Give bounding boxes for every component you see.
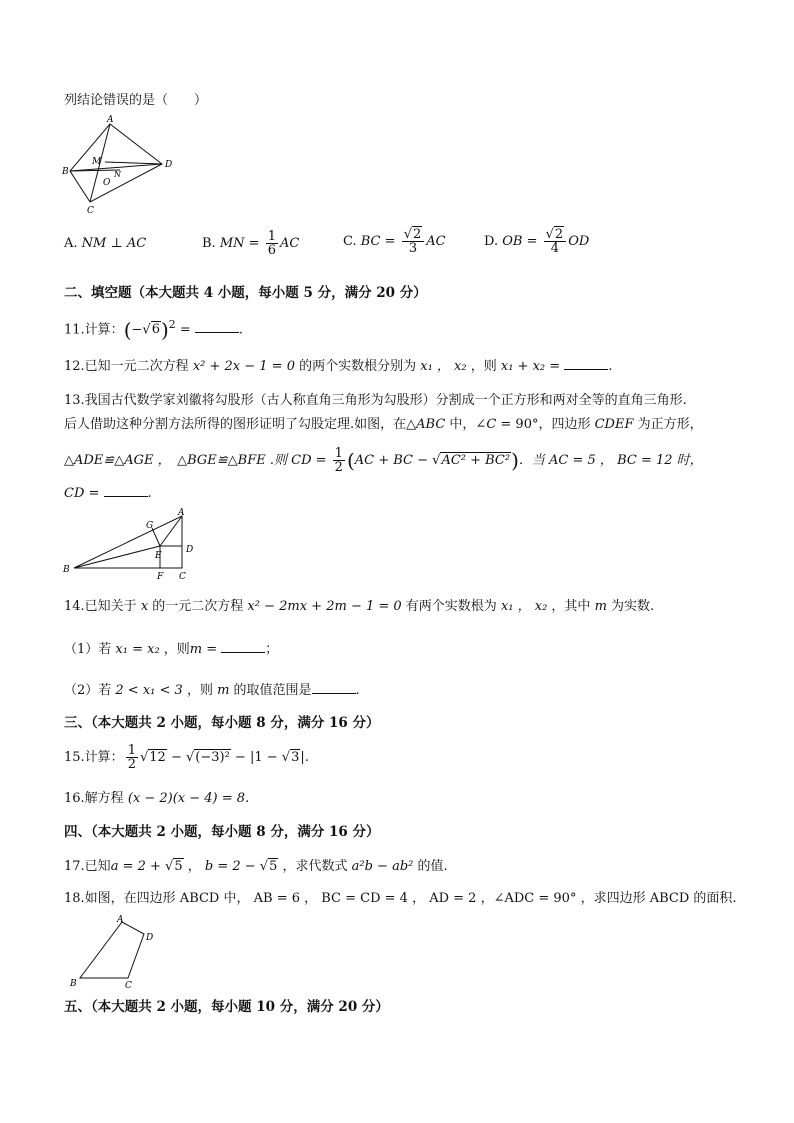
label-e: E [155,551,162,561]
label-b: B [70,979,77,989]
question-12: 12.已知一元二次方程 x² + 2x − 1 = 0 的两个实数根分别为 x₁ ， x₂ ，则 x₁ + x₂ = . [64,359,613,374]
label-c: C [87,206,94,216]
diagram-quadrilateral-abcd [60,114,180,218]
label-d: D [146,933,154,943]
answer-blank-12[interactable] [564,357,608,370]
section-3-title: 三、（本大题共 2 小题，每小题 8 分，满分 16 分） [64,715,380,731]
answer-blank-14-2[interactable] [312,681,356,694]
question-14-part-2: （2）若 2 < x₁ < 3 ，则 m 的取值范围是 . [64,683,360,698]
option-c: C. BC = $\frac{√2}{3}$ AC [343,227,446,256]
question-11: 11.计算：$(-√6)^2$ = . [64,317,243,342]
label-o: O [103,178,111,188]
label-f: F [157,572,164,582]
label-a: A [107,115,114,125]
label-a: A [178,508,185,518]
section-4-title: 四、（本大题共 2 小题，每小题 8 分，满分 16 分） [64,824,380,840]
option-a: A. NM ⊥ AC [64,236,147,251]
question-15: 15.计算： $\frac{1}{2}$ √12 − √(−3)² − |1 − √3|. [64,743,309,772]
question-10-stem: 列结论错误的是（ ） [64,93,208,108]
option-b: B. MN = $\frac{1}{6}$ AC [202,229,300,258]
diagram-quadrilateral-abcd-2 [66,912,166,990]
label-c: C [125,981,132,990]
answer-blank-11[interactable] [195,320,239,333]
section-5-title: 五、（本大题共 2 小题，每小题 10 分，满分 20 分） [64,999,389,1015]
answer-blank-13[interactable] [104,484,148,497]
question-13-line-4: CD = . [64,486,152,501]
section-2-title: 二、填空题（本大题共 4 小题，每小题 5 分，满分 20 分） [64,285,427,301]
question-13-line-2: 后人借助这种分割方法所得的图形证明了勾股定理.如图，在△ABC 中，∠C = 90°，四边形 CDEF 为正方形， [64,417,703,432]
question-14-stem: 14.已知关于 x 的一元二次方程 x² − 2mx + 2m − 1 = 0 有两个实数根为 x₁ ， x₂ ，其中 m 为实数. [64,599,655,614]
label-g: G [146,521,154,531]
label-m: M [92,157,102,167]
question-13-line-1: 13.我国古代数学家刘徽将勾股形（古人称直角三角形为勾股形）分割成一个正方形和两对全等的直角三角形. [64,393,687,408]
diagram-right-triangle-abc [60,506,200,582]
question-13-line-3: △ADE≌△AGE ， △BGE≌△BFE .则 CD = $\frac{1}{2}$ (AC + BC − √AC² + BC²)．当 AC = 5 ， BC = 12 时， [64,446,703,475]
question-17: 17.已知a = 2 + √5 ， b = 2 − √5 ，求代数式 a²b − ab² 的值. [64,859,448,874]
answer-blank-14-1[interactable] [221,640,265,653]
question-18: 18.如图，在四边形 ABCD 中， AB = 6 ， BC = CD = 4 ， AD = 2 ，∠ADC = 90° ，求四边形 ABCD 的面积. [64,891,737,906]
label-d: D [165,160,173,170]
label-b: B [63,565,70,575]
label-a: A [117,915,124,925]
question-16: 16.解方程 (x − 2)(x − 4) = 8. [64,791,250,806]
label-n: N [114,170,121,179]
label-c: C [179,572,186,582]
label-d: D [186,545,194,555]
option-d: D. OB = $\frac{√2}{4}$ OD [484,227,590,256]
label-b: B [62,167,69,177]
question-14-part-1: （1）若 x₁ = x₂ ，则m = ； [64,642,279,657]
